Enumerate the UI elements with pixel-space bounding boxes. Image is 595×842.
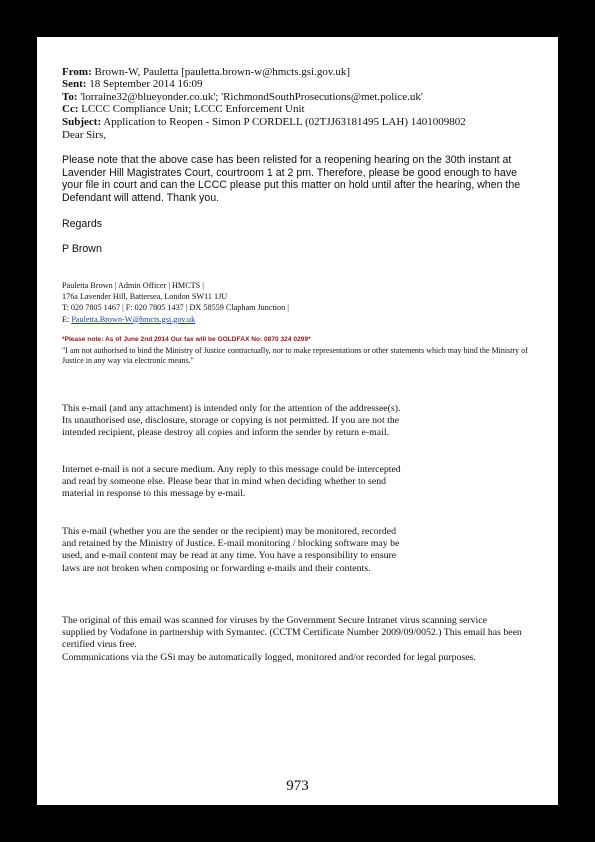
signature-block xyxy=(62,280,289,325)
regards: Regards xyxy=(62,218,103,230)
to-line: To: 'lorraine32@blueyonder.co.uk'; 'RichmondSouthProsecutions@met.police.uk' xyxy=(62,90,423,103)
to-value: 'lorraine32@blueyonder.co.uk'; 'RichmondSouthProsecutions@met.police.uk' xyxy=(80,90,423,103)
email-header xyxy=(62,66,466,128)
salutation: Dear Sirs, xyxy=(62,129,106,141)
signature-line: Pauletta Brown | Admin Officer | HMCTS | xyxy=(62,281,204,290)
page-number: 973 xyxy=(286,778,309,794)
email-link[interactable]: Pauletta.Brown-W@hmcts.gsi.gov.uk xyxy=(71,314,196,324)
document-page xyxy=(37,37,558,805)
virus-scan-text: The original of this email was scanned for viruses by the Government Secure Intranet virus scanning service supplied by Vodafone in partnership with Symantec. (CCTM Certificate Number 2009/09/0052.) This email has been certified virus free. xyxy=(62,615,522,651)
gsi-notice-text: Communications via the GSi may be automatically logged, monitored and/or recorded for legal purposes. xyxy=(62,651,476,663)
disclaimer-paragraph: This e-mail (whether you are the sender or the recipient) may be monitored, recorded and retained by the Ministry of Justice. E-mail monitoring / blocking software may be used, and e-mail content may be read at any time. You have a responsibility to ensure laws are not broken when composing or forwarding e-mails and their contents. xyxy=(62,526,400,574)
disclaimer-paragraph: Internet e-mail is not a secure medium. Any reply to this message could be intercepted and read by someone else. Please bear that in mind when deciding whether to send material in response to this message by e-mail. xyxy=(62,464,401,500)
signature-email: E: Pauletta.Brown-W@hmcts.gsi.gov.uk xyxy=(62,314,196,324)
sent-value: 18 September 2014 16:09 xyxy=(89,78,203,91)
body-paragraph: Please note that the above case has been relisted for a reopening hearing on the 30th instant at Lavender Hill Magistrates Court, courtroom 1 at 2 pm. Therefore, please be good enough to have your file in court and can the LCCC please put this matter on hold until after the hearing, when the Defendant will attend. Thank you. xyxy=(62,154,521,204)
from-line: From: Brown-W, Pauletta [pauletta.brown-w@hmcts.gsi.gov.uk] xyxy=(62,66,351,78)
virus-notice xyxy=(62,615,522,664)
disclaimer-paragraph: This e-mail (and any attachment) is intended only for the attention of the addressee(s). Its unauthorised use, disclosure, storage or copying is not permitted. If you are not the intended recipient, please destroy all copies and inform the sender by return e-mail. xyxy=(62,403,401,439)
signature-address: 176a Lavender Hill, Battersea, London SW11 1JU xyxy=(62,292,228,302)
signoff: P Brown xyxy=(62,243,102,255)
authority-statement: "I am not authorised to bind the Ministry of Justice contractually, nor to make representations or other statements which may bind the Ministry of Justice in any way via electronic means." xyxy=(62,346,528,365)
signature-phone: T: 020 7805 1467 | F: 020 7805 1437 | DX 58559 Clapham Junction | xyxy=(62,303,289,313)
sent-line: Sent: 18 September 2014 16:09 xyxy=(62,78,203,91)
fax-note: *Please note: As of June 2nd 2014 Our fax will be GOLDFAX No: 0870 324 0299* xyxy=(62,336,311,343)
subject-line: Subject: Application to Reopen - Simon P CORDELL (02TJJ63181495 LAH) 1401009802 xyxy=(62,115,466,128)
cc-line: Cc: LCCC Compliance Unit; LCCC Enforcement Unit xyxy=(62,103,305,116)
from-value: Brown-W, Pauletta [pauletta.brown-w@hmcts.gsi.gov.uk] xyxy=(94,66,351,78)
subject-value: Application to Reopen - Simon P CORDELL (02TJJ63181495 LAH) 1401009802 xyxy=(103,115,466,128)
cc-value: LCCC Compliance Unit; LCCC Enforcement Unit xyxy=(81,103,305,116)
